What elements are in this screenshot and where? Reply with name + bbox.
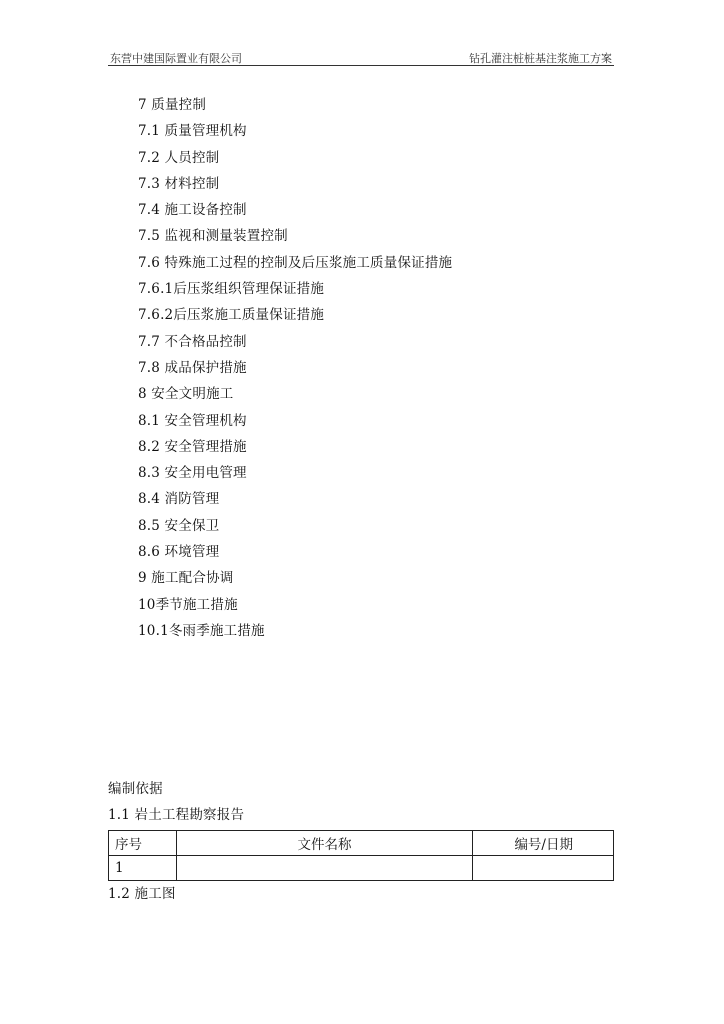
toc-item: 7.3 材料控制 — [138, 175, 220, 192]
toc-item: 7.7 不合格品控制 — [138, 333, 247, 350]
table-cell — [177, 856, 473, 881]
toc-item: 7 质量控制 — [138, 97, 207, 113]
toc-item: 7.5 监视和测量装置控制 — [138, 228, 288, 245]
column-header-name: 文件名称 — [177, 831, 473, 856]
toc-item: 7.4 施工设备控制 — [138, 202, 247, 219]
table-of-contents — [138, 92, 452, 644]
toc-item: 8 安全文明施工 — [138, 386, 234, 403]
toc-item: 8.5 安全保卫 — [138, 517, 220, 534]
toc-item: 7.1 质量管理机构 — [138, 123, 247, 140]
toc-item: 7.8 成品保护措施 — [138, 359, 247, 376]
toc-item: 8.2 安全管理措施 — [138, 438, 247, 455]
column-header-seq: 序号 — [109, 831, 177, 856]
toc-item: 8.1 安全管理机构 — [138, 412, 247, 429]
basis-heading: 编制依据 — [108, 781, 163, 797]
table-cell — [473, 856, 614, 881]
toc-item: 7.6.2后压浆施工质量保证措施 — [138, 307, 325, 324]
toc-item: 8.3 安全用电管理 — [138, 465, 247, 482]
toc-item: 8.4 消防管理 — [138, 491, 220, 508]
table-row — [109, 856, 614, 881]
section-1-2-heading: 1.2 施工图 — [108, 886, 176, 902]
toc-item: 10.1冬雨季施工措施 — [138, 622, 265, 639]
toc-item: 7.6.1后压浆组织管理保证措施 — [138, 281, 325, 298]
toc-item: 10季节施工措施 — [138, 596, 238, 613]
page-header — [108, 48, 614, 66]
header-doc-title: 钻孔灌注桩桩基注浆施工方案 — [469, 52, 612, 65]
table-cell: 1 — [109, 856, 177, 881]
column-header-code-date: 编号/日期 — [473, 831, 614, 856]
table-header-row — [109, 831, 614, 856]
section-1-1-heading: 1.1 岩土工程勘察报告 — [108, 807, 245, 823]
toc-item: 8.6 环境管理 — [138, 544, 220, 561]
header-company: 东营中建国际置业有限公司 — [110, 52, 242, 65]
toc-item: 7.6 特殊施工过程的控制及后压浆施工质量保证措施 — [138, 254, 453, 271]
toc-item: 9 施工配合协调 — [138, 570, 234, 587]
documents-table — [108, 830, 614, 881]
toc-item: 7.2 人员控制 — [138, 149, 220, 166]
